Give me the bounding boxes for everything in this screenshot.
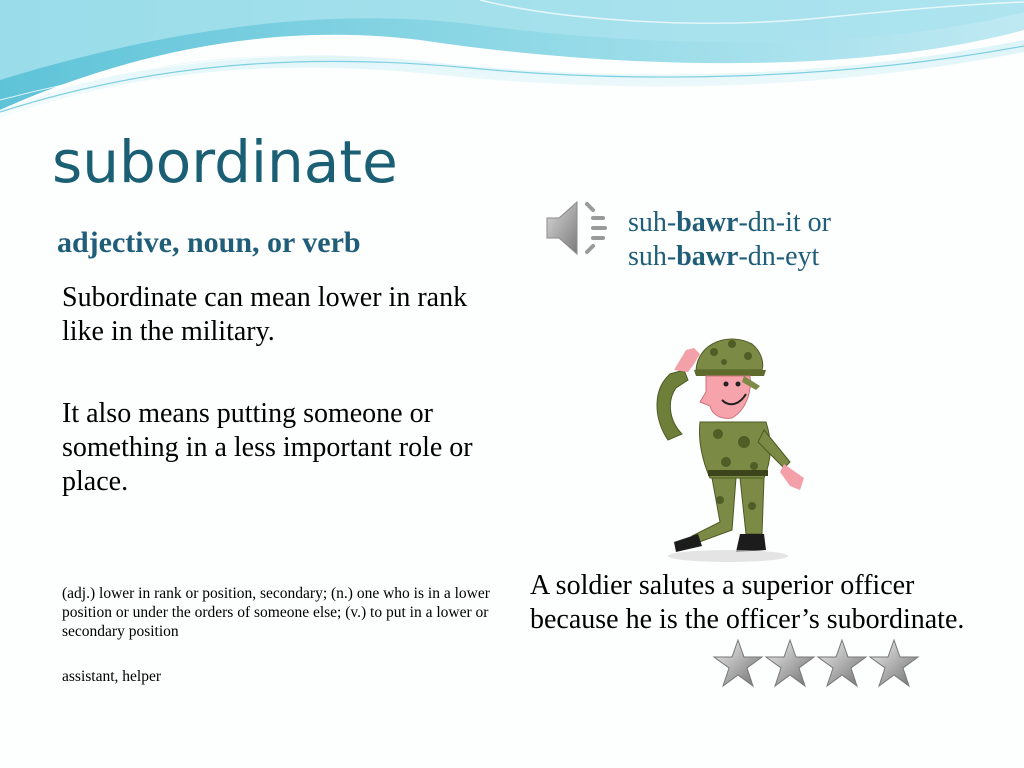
star-row — [712, 638, 920, 690]
star-icon — [818, 640, 866, 686]
definition-1: Subordinate can mean lower in rank like in the military. — [62, 282, 468, 347]
pronunciation-line-1: suh-bawr-dn-it or — [628, 207, 831, 238]
part-of-speech: adjective, noun, or verb — [57, 226, 361, 259]
slide-title: subordinate — [52, 128, 398, 196]
soldier-saluting-illustration — [640, 330, 820, 570]
speaker-icon[interactable] — [543, 196, 615, 260]
star-icon — [870, 640, 918, 686]
example-sentence: A soldier salutes a superior officer because he is the officer’s subordinate. — [530, 570, 965, 635]
star-icon — [766, 640, 814, 686]
synonyms: assistant, helper — [62, 668, 162, 685]
pronunciation-line-2: suh-bawr-dn-eyt — [628, 241, 820, 272]
dictionary-definition: (adj.) lower in rank or position, secondary; (n.) one who is in a lower position or under the orders of someone else; (v.) to put in a lower or secondary position — [62, 585, 490, 640]
pronunciation — [628, 206, 831, 274]
wave-header-decoration — [0, 0, 1024, 120]
definition-2: It also means putting someone or something in a less important role or place. — [62, 398, 473, 497]
star-icon — [714, 640, 762, 686]
